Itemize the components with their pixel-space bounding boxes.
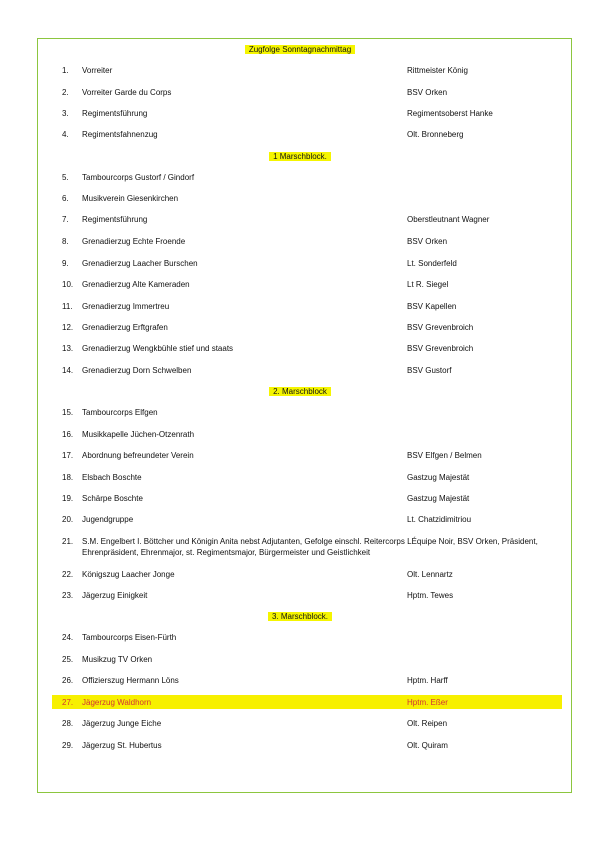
- row-number: 3.: [62, 109, 69, 118]
- row-org: BSV Gustorf: [407, 366, 452, 375]
- row-number: 12.: [62, 323, 74, 332]
- row-name: Vorreiter: [82, 66, 113, 75]
- row-number: 6.: [62, 194, 69, 203]
- row-name: Grenadierzug Dorn Schwelben: [82, 366, 192, 375]
- row-org: Gastzug Majestät: [407, 494, 470, 503]
- block-heading: [0, 611, 600, 622]
- row-number: 16.: [62, 430, 74, 439]
- row-name: Grenadierzug Echte Froende: [82, 237, 186, 246]
- heading-text: 3. Marschblock.: [268, 612, 332, 621]
- row-number: 10.: [62, 280, 74, 289]
- row-org: BSV Orken: [407, 237, 448, 246]
- row-org: Regimentsoberst Hanke: [407, 109, 493, 118]
- row-org: Olt. Lennartz: [407, 570, 453, 579]
- row-name: Jägerzug Junge Eiche: [82, 719, 162, 728]
- row-name: Grenadierzug Laacher Burschen: [82, 259, 198, 268]
- row-number: 22.: [62, 570, 74, 579]
- row-name: Jägerzug Waldhorn: [82, 698, 152, 707]
- row-org: Lt. Sonderfeld: [407, 259, 457, 268]
- row-name: Regimentsführung: [82, 109, 148, 118]
- row-org: Olt. Bronneberg: [407, 130, 464, 139]
- heading-text: Zugfolge Sonntagnachmittag: [245, 45, 355, 54]
- row-name: Grenadierzug Alte Kameraden: [82, 280, 190, 289]
- row-number: 13.: [62, 344, 74, 353]
- row-org: Oberstleutnant Wagner: [407, 215, 490, 224]
- row-name: Musikkapelle Jüchen-Otzenrath: [82, 430, 195, 439]
- block-heading: [0, 151, 600, 162]
- row-org: Olt. Quiram: [407, 741, 448, 750]
- row-org: Olt. Reipen: [407, 719, 448, 728]
- row-org: Gastzug Majestät: [407, 473, 470, 482]
- row-org: Lt R. Siegel: [407, 280, 449, 289]
- row-number: 17.: [62, 451, 74, 460]
- row-org: Lt. Chatzidimitriou: [407, 515, 472, 524]
- heading-text: 2. Marschblock: [269, 387, 331, 396]
- row-number: 20.: [62, 515, 74, 524]
- row-name: Tambourcorps Eisen-Fürth: [82, 633, 177, 642]
- row-name: Schärpe Boschte: [82, 494, 143, 503]
- list-item-number: 21.: [62, 537, 74, 546]
- row-name: Jägerzug Einigkeit: [82, 591, 148, 600]
- row-number: 28.: [62, 719, 74, 728]
- row-number: 11.: [62, 302, 73, 311]
- row-number: 15.: [62, 408, 74, 417]
- row-name: Musikverein Giesenkirchen: [82, 194, 179, 203]
- row-number: 8.: [62, 237, 69, 246]
- row-org: BSV Grevenbroich: [407, 323, 474, 332]
- row-number: 7.: [62, 215, 69, 224]
- row-name: Musikzug TV Orken: [82, 655, 153, 664]
- row-org: BSV Elfgen / Belmen: [407, 451, 482, 460]
- row-name: Grenadierzug Wengkbühle stief und staats: [82, 344, 234, 353]
- row-org: BSV Kapellen: [407, 302, 457, 311]
- row-name: Grenadierzug Erftgrafen: [82, 323, 168, 332]
- row-name: Jugendgruppe: [82, 515, 134, 524]
- row-number: 23.: [62, 591, 74, 600]
- row-number: 18.: [62, 473, 74, 482]
- row-number: 1.: [62, 66, 69, 75]
- row-name: Regimentsfahnenzug: [82, 130, 158, 139]
- row-number: 26.: [62, 676, 74, 685]
- heading-text: 1 Marschblock.: [269, 152, 331, 161]
- block-heading: [0, 386, 600, 397]
- row-number: 4.: [62, 130, 69, 139]
- row-name: Grenadierzug Immertreu: [82, 302, 170, 311]
- row-number: 25.: [62, 655, 74, 664]
- row-name: Abordnung befreundeter Verein: [82, 451, 194, 460]
- list-item-long: S.M. Engelbert I. Böttcher und Königin Anita nebst Adjutanten, Gefolge einschl. Reitercorps LÉquipe Noir, BSV Orken, Präsident, Ehrenpräsident, Ehrenmajor, st. Regimentsmajor, Bürgermeister und Geistlichkeit: [82, 537, 538, 557]
- row-org: BSV Grevenbroich: [407, 344, 474, 353]
- row-number: 24.: [62, 633, 74, 642]
- row-name: Jägerzug St. Hubertus: [82, 741, 162, 750]
- row-org: Rittmeister König: [407, 66, 468, 75]
- row-name: Tambourcorps Gustorf / Gindorf: [82, 173, 195, 182]
- row-number: 9.: [62, 259, 69, 268]
- row-name: Elsbach Boschte: [82, 473, 142, 482]
- row-name: Königszug Laacher Jonge: [82, 570, 175, 579]
- row-number: 2.: [62, 88, 69, 97]
- row-number: 29.: [62, 741, 74, 750]
- page-title: [0, 44, 600, 55]
- row-name: Regimentsführung: [82, 215, 148, 224]
- row-number: 27.: [62, 698, 74, 707]
- row-number: 19.: [62, 494, 74, 503]
- row-org: Hptm. Eßer: [407, 698, 448, 707]
- row-name: Vorreiter Garde du Corps: [82, 88, 172, 97]
- row-org: Hptm. Harff: [407, 676, 448, 685]
- row-number: 5.: [62, 173, 69, 182]
- row-name: Tambourcorps Elfgen: [82, 408, 158, 417]
- row-org: BSV Orken: [407, 88, 448, 97]
- row-number: 14.: [62, 366, 74, 375]
- row-org: Hptm. Tewes: [407, 591, 454, 600]
- row-name: Offizierszug Hermann Löns: [82, 676, 179, 685]
- highlighted-row: [52, 695, 562, 709]
